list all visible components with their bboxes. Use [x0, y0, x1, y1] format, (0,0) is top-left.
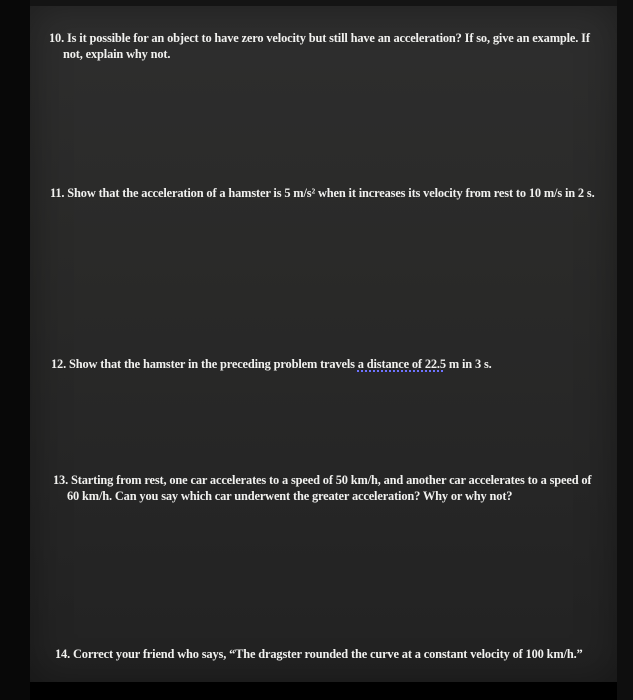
- question-12-text-before: 12. Show that the hamster in the preceding problem travels: [51, 357, 358, 371]
- question-12-line-1: [51, 356, 492, 372]
- question-10: [49, 30, 590, 62]
- screen-right-edge: [617, 0, 633, 700]
- question-14: [55, 646, 583, 662]
- screen-left-edge: [0, 0, 30, 700]
- question-11-line-1: 11. Show that the acceleration of a hamster is 5 m/s² when it increases its velocity from rest to 10 m/s in 2 s.: [50, 186, 595, 200]
- question-10-line-2: not, explain why not.: [63, 47, 171, 61]
- question-13-line-1: 13. Starting from rest, one car accelerates to a speed of 50 km/h, and another car accelerates to a speed of: [53, 473, 592, 487]
- question-10-line-1: 10. Is it possible for an object to have zero velocity but still have an acceleration? If so, give an example. If: [49, 31, 590, 45]
- question-12-highlighted-text[interactable]: a distance of 22.5: [357, 357, 446, 371]
- question-14-line-1: 14. Correct your friend who says, “The dragster rounded the curve at a constant velocity of 100 km/h.”: [55, 647, 583, 661]
- question-13-line-2: 60 km/h. Can you say which car underwent the greater acceleration? Why or why not?: [67, 489, 513, 503]
- question-12-text-after: m in 3 s.: [445, 357, 492, 371]
- question-13: [53, 472, 591, 504]
- question-11: [50, 185, 595, 201]
- worksheet-page: [30, 6, 617, 682]
- question-12: [51, 356, 492, 372]
